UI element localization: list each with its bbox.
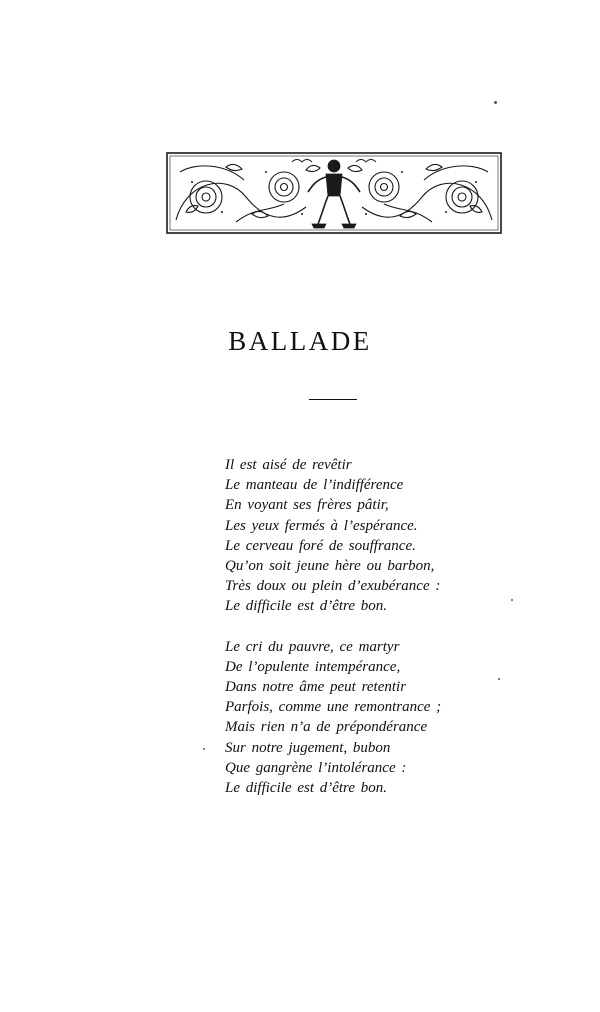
stanza-2 [225,637,555,799]
paper-speck [203,748,205,750]
paper-speck [498,678,500,680]
title-rule [309,399,357,400]
verse-line: Qu’on soit jeune hère ou barbon, [225,558,435,575]
verse-line: De l’opulente intempérance, [225,658,401,675]
verse-line: Très doux ou plein d’exubérance : [225,578,441,595]
paper-speck [511,599,513,601]
refrain-line: Le difficile est d’être bon. [225,598,387,615]
verse-line: Le manteau de l’indifférence [225,477,404,494]
paper-speck [494,101,497,104]
verse-line: Mais rien n’a de prépondérance [225,719,428,736]
verse-line: En voyant ses frères pâtir, [225,497,389,514]
verse-line: Le cri du pauvre, ce martyr [225,638,400,655]
poem-body [225,455,555,798]
verse-line: Que gangrène l’intolérance : [225,759,407,776]
ornamental-headpiece [166,152,502,234]
verse-line: Dans notre âme peut retentir [225,679,407,696]
verse-line: Parfois, comme une remontrance ; [225,699,442,716]
verse-line: Sur notre jugement, bubon [225,739,391,756]
stanza-1 [225,455,555,617]
scrollwork-headpiece-icon [166,152,502,234]
refrain-line: Le difficile est d’être bon. [225,780,387,797]
poem-title: BALLADE [228,326,372,356]
verse-line: Le cerveau foré de souffrance. [225,537,416,554]
verse-line: Les yeux fermés à l’espérance. [225,517,418,534]
verse-line: Il est aisé de revêtir [225,457,352,473]
